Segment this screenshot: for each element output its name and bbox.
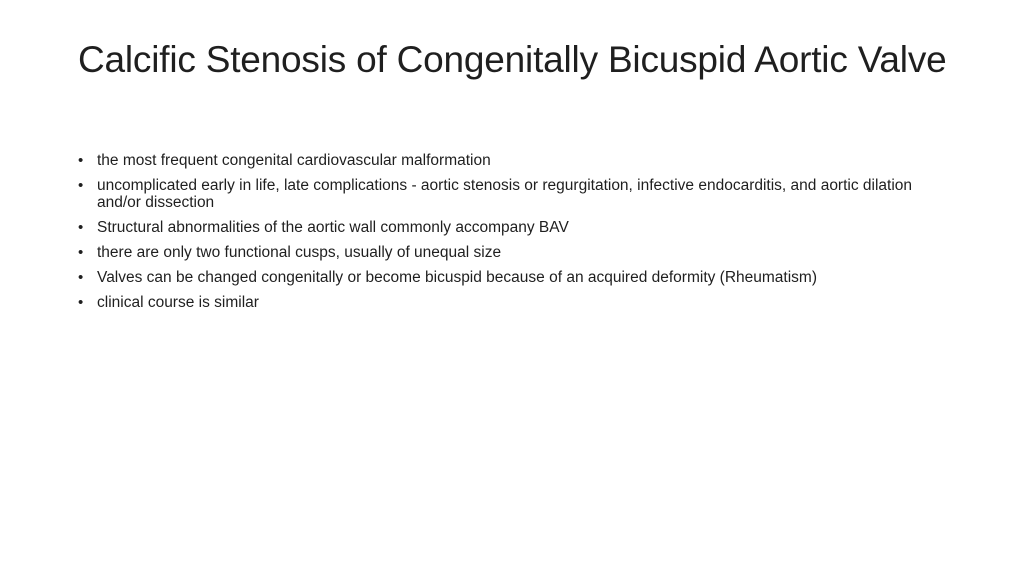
bullet-item [78,152,938,169]
bullet-point-icon: • [78,244,84,261]
bullet-text: uncomplicated early in life, late complications - aortic stenosis or regurgitation, infective endocarditis, and aortic dilation and/or dissection [97,177,913,211]
bullet-text: clinical course is similar [97,294,259,311]
bullet-text: Valves can be changed congenitally or become bicuspid because of an acquired deformity (Rheumatism) [97,269,818,286]
bullet-item [78,177,938,211]
bullet-text: there are only two functional cusps, usually of unequal size [97,244,502,261]
bullet-point-icon: • [78,269,84,286]
bullet-point-icon: • [78,219,84,236]
bullet-item [78,269,938,286]
slide-title: Calcific Stenosis of Congenitally Bicuspid Aortic Valve [78,39,947,80]
bullet-list [78,152,938,319]
bullet-point-icon: • [78,177,84,194]
bullet-text: the most frequent congenital cardiovascular malformation [97,152,491,169]
bullet-text: Structural abnormalities of the aortic wall commonly accompany BAV [97,219,569,236]
bullet-point-icon: • [78,294,84,311]
bullet-item [78,244,938,261]
bullet-item [78,294,938,311]
bullet-point-icon: • [78,152,84,169]
bullet-item [78,219,938,236]
